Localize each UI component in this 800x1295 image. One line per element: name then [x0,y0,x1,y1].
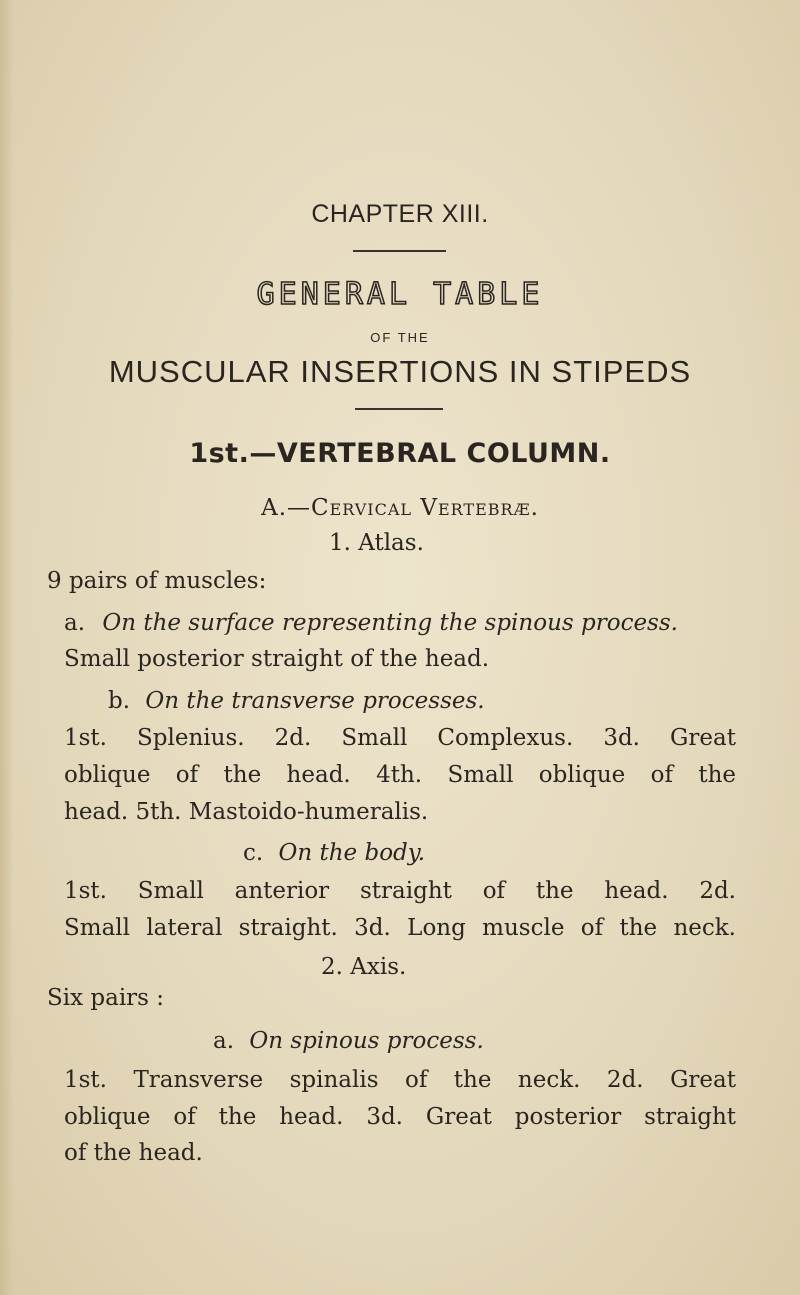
text-line: of the head. [64,1140,203,1166]
general-table-title [0,277,800,312]
axis-heading: 2. Axis. [321,954,407,980]
item-title: On the body. [278,840,426,866]
of-the-label: OF THE [370,330,430,345]
item-title: On the surface representing the spinous process. [102,610,678,636]
atlas-b-line [108,688,485,714]
chapter-heading: CHAPTER XIII. [311,200,489,228]
text-line: oblique of the head. 4th. Small oblique of the [64,762,736,788]
text-line: Small lateral straight. 3d. Long muscle of the neck. [64,915,736,941]
divider-rule [353,250,446,252]
atlas-pairs: 9 pairs of muscles: [47,568,267,594]
text-line: oblique of the head. 3d. Great posterior straight [64,1104,736,1130]
atlas-a-line [64,610,678,636]
main-title: MUSCULAR INSERTIONS IN STIPEDS [108,354,692,389]
divider-rule [355,408,443,410]
text-line: head. 5th. Mastoido-humeralis. [64,799,429,825]
axis-a-line [213,1028,484,1054]
item-marker: c. [243,840,264,866]
axis-pairs: Six pairs : [47,985,165,1011]
text-line: 1st. Small anterior straight of the head. 2d. [64,878,736,904]
item-marker: b. [108,688,131,714]
item-marker: a. [64,610,86,636]
page-edge-shadow [0,0,14,1295]
atlas-heading: 1. Atlas. [329,530,424,556]
item-title: On spinous process. [249,1028,484,1054]
text-line: 1st. Splenius. 2d. Small Complexus. 3d. Great [64,725,736,751]
text-line: 1st. Transverse spinalis of the neck. 2d. Great [64,1067,736,1093]
subsection-heading: A.—Cervical Vertebræ. [261,495,539,521]
item-marker: a. [213,1028,235,1054]
atlas-c-line [243,840,425,866]
general-table-text: GENERAL TABLE [256,277,544,312]
item-title: On the transverse processes. [145,688,485,714]
section-heading: 1st.—VERTEBRAL COLUMN. [189,438,611,469]
atlas-a-text: Small posterior straight of the head. [64,646,490,672]
